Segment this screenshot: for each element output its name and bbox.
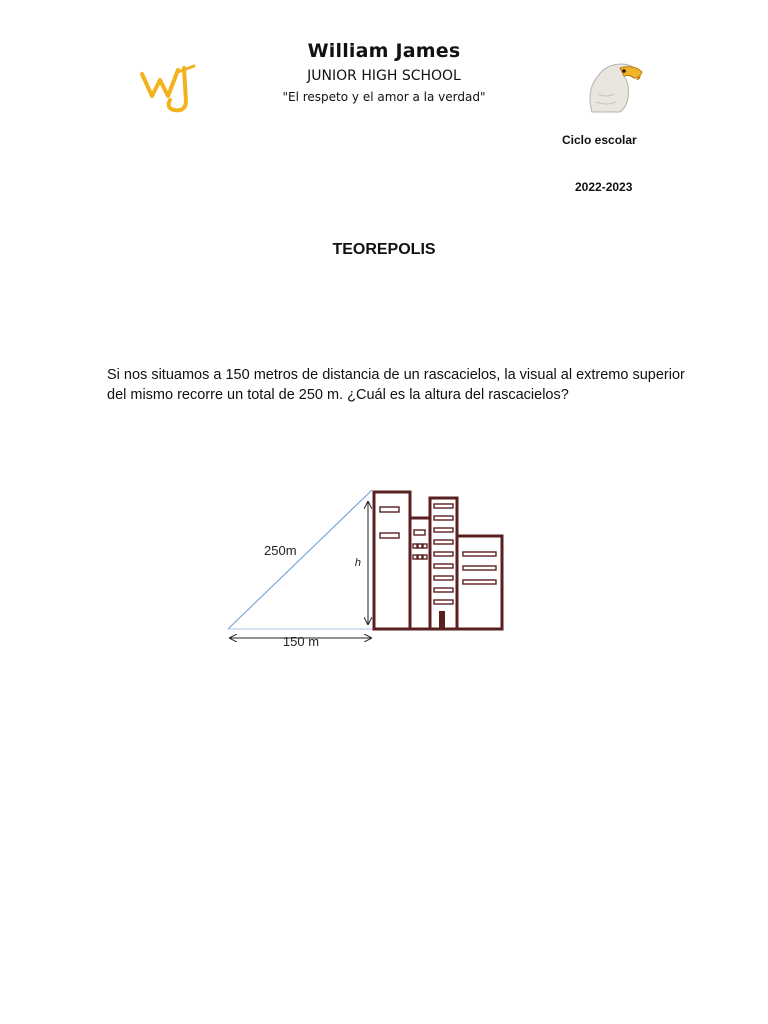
school-subtitle: JUNIOR HIGH SCHOOL (307, 68, 461, 84)
school-motto: "El respeto y el amor a la verdad" (282, 90, 486, 104)
hypotenuse-line (228, 490, 372, 629)
school-name: William James (307, 40, 461, 62)
height-label: h (354, 557, 361, 569)
page-title: TEOREPOLIS (332, 241, 436, 258)
hypotenuse-label: 250m (264, 543, 297, 558)
eagle-icon (584, 54, 644, 114)
pythagoras-figure (220, 480, 520, 655)
base-label: 150 m (282, 634, 320, 649)
door (439, 611, 445, 629)
ciclo-year: 2022-2023 (575, 180, 633, 194)
ciclo-label: Ciclo escolar (562, 133, 637, 147)
problem-text: Si nos situamos a 150 metros de distancia de un rascacielos, la visual al extremo superior del mismo recorre un total de 250 m. ¿Cuál es la altura del rascacielos? (107, 367, 685, 403)
